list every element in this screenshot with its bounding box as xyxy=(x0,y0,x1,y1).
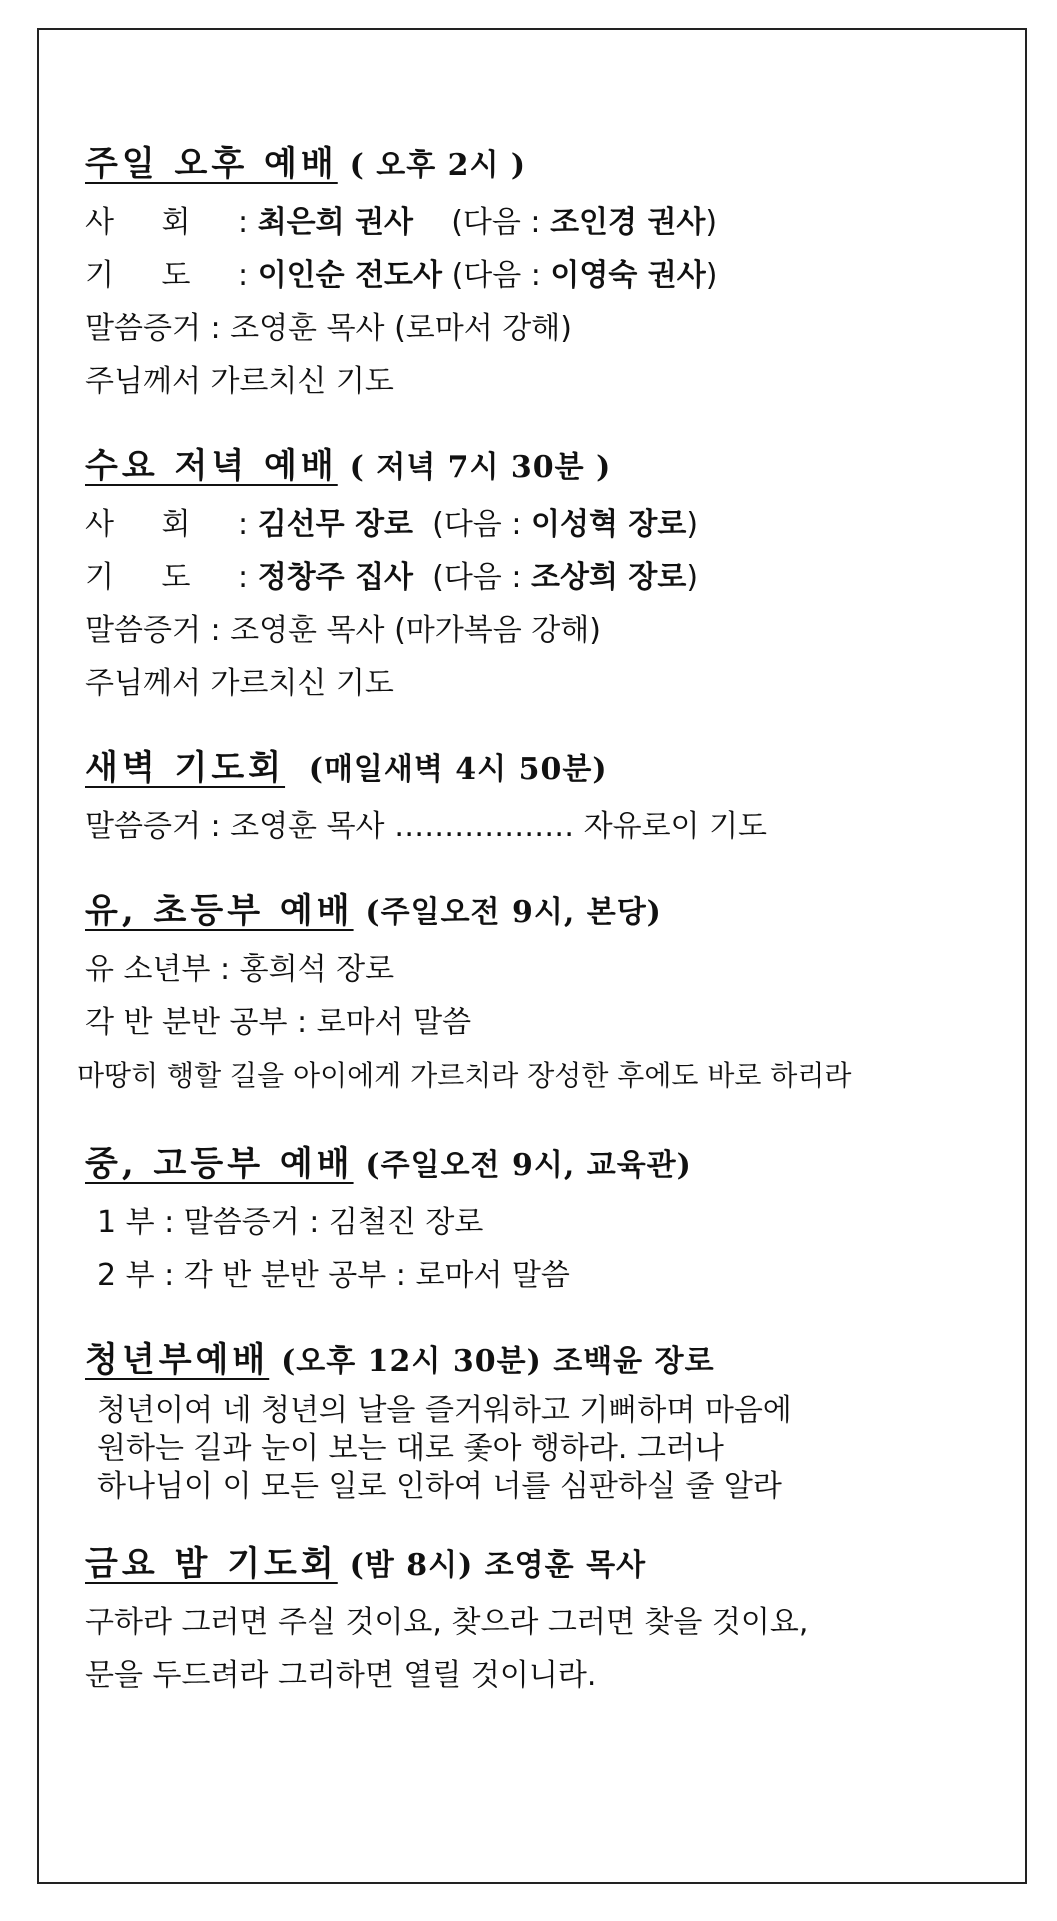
young-adult-line-3: 하나님이 이 모든 일로 인하여 너를 심판하실 줄 알라 xyxy=(97,1469,782,1504)
section-young-adult xyxy=(85,1336,1005,1506)
closing-line: 주님께서 가르치신 기도 xyxy=(85,666,394,701)
prayer-line xyxy=(85,249,1005,302)
youth-line-1: 1 부 : 말씀증거 : 김철진 장로 xyxy=(97,1205,484,1240)
host-line xyxy=(85,498,1005,551)
section-heading xyxy=(85,887,1005,937)
section-time: (밤 8시) 조영훈 목사 xyxy=(349,1548,647,1583)
closing-line: 주님께서 가르치신 기도 xyxy=(85,364,394,399)
section-friday-prayer xyxy=(85,1540,1005,1702)
friday-line-2: 문을 두드려라 그리하면 열릴 것이니라. xyxy=(85,1658,597,1693)
young-adult-line-1: 청년이여 네 청년의 날을 즐거워하고 기뻐하며 마음에 xyxy=(97,1393,792,1428)
host-next-label: (다음 : xyxy=(432,507,522,542)
section-time: ( 오후 2시 ) xyxy=(349,148,527,183)
prayer-name: 정창주 집사 xyxy=(257,560,414,595)
bulletin-content xyxy=(77,140,1005,1702)
host-next-label: (다음 : xyxy=(451,205,541,240)
children-line-2: 각 반 분반 공부 : 로마서 말씀 xyxy=(85,1005,472,1040)
prayer-next-label: (다음 : xyxy=(451,258,541,293)
section-title: 새벽 기도회 xyxy=(85,748,286,788)
section-time: (주일오전 9시, 교육관) xyxy=(365,1148,692,1183)
section-time: ( 저녁 7시 30분 ) xyxy=(349,450,612,485)
sermon-line: 말씀증거 : 조영훈 목사 (로마서 강해) xyxy=(85,311,572,346)
host-name: 김선무 장로 xyxy=(257,507,414,542)
section-title: 주일 오후 예배 xyxy=(85,144,338,184)
section-dawn-prayer xyxy=(85,744,1005,853)
host-next-name: 조인경 권사 xyxy=(550,205,706,240)
sermon-line: 말씀증거 : 조영훈 목사 (마가복음 강해) xyxy=(85,613,601,648)
prayer-next-name: 이영숙 권사 xyxy=(550,258,706,293)
section-heading xyxy=(85,442,1005,492)
section-title: 청년부예배 xyxy=(85,1340,270,1380)
prayer-next-label: (다음 : xyxy=(432,560,522,595)
section-youth xyxy=(85,1140,1005,1302)
prayer-next-name: 조상희 장로 xyxy=(530,560,687,595)
section-time: (주일오전 9시, 본당) xyxy=(365,895,662,930)
section-heading xyxy=(85,1540,1005,1590)
host-label: 사 회 : xyxy=(85,507,249,542)
host-label: 사 회 : xyxy=(85,205,249,240)
section-title: 수요 저녁 예배 xyxy=(85,446,338,486)
host-line xyxy=(85,196,1005,249)
youth-line-2: 2 부 : 각 반 분반 공부 : 로마서 말씀 xyxy=(97,1258,570,1293)
close-paren: ) xyxy=(705,258,718,293)
section-children xyxy=(77,887,1005,1102)
dawn-line: 말씀증거 : 조영훈 목사 ……………… 자유로이 기도 xyxy=(85,809,768,844)
section-heading xyxy=(85,140,1005,190)
prayer-label: 기 도 : xyxy=(85,560,249,595)
close-paren: ) xyxy=(705,205,718,240)
section-sunday-afternoon xyxy=(85,140,1005,408)
prayer-line xyxy=(85,551,1005,604)
close-paren: ) xyxy=(686,560,699,595)
section-heading xyxy=(85,1140,1005,1190)
prayer-name: 이인순 전도사 xyxy=(257,258,443,293)
section-time: (매일새벽 4시 50분) xyxy=(308,752,608,787)
host-next-name: 이성혁 장로 xyxy=(530,507,687,542)
section-heading xyxy=(85,744,1005,794)
friday-line-1: 구하라 그러면 주실 것이요, 찾으라 그러면 찾을 것이요, xyxy=(85,1605,809,1640)
section-title: 중, 고등부 예배 xyxy=(85,1144,354,1184)
section-wednesday-evening xyxy=(85,442,1005,710)
children-line-1: 유 소년부 : 홍희석 장로 xyxy=(85,952,395,987)
section-time: (오후 12시 30분) 조백윤 장로 xyxy=(281,1344,715,1379)
section-title: 금요 밤 기도회 xyxy=(85,1544,338,1584)
prayer-label: 기 도 : xyxy=(85,258,249,293)
host-name: 최은희 권사 xyxy=(257,205,414,240)
section-heading xyxy=(85,1336,1005,1386)
close-paren: ) xyxy=(686,507,699,542)
children-line-3: 마땅히 행할 길을 아이에게 가르치라 장성한 후에도 바로 하리라 xyxy=(77,1059,852,1092)
section-title: 유, 초등부 예배 xyxy=(85,891,354,931)
young-adult-line-2: 원하는 길과 눈이 보는 대로 좇아 행하라. 그러나 xyxy=(97,1431,724,1466)
